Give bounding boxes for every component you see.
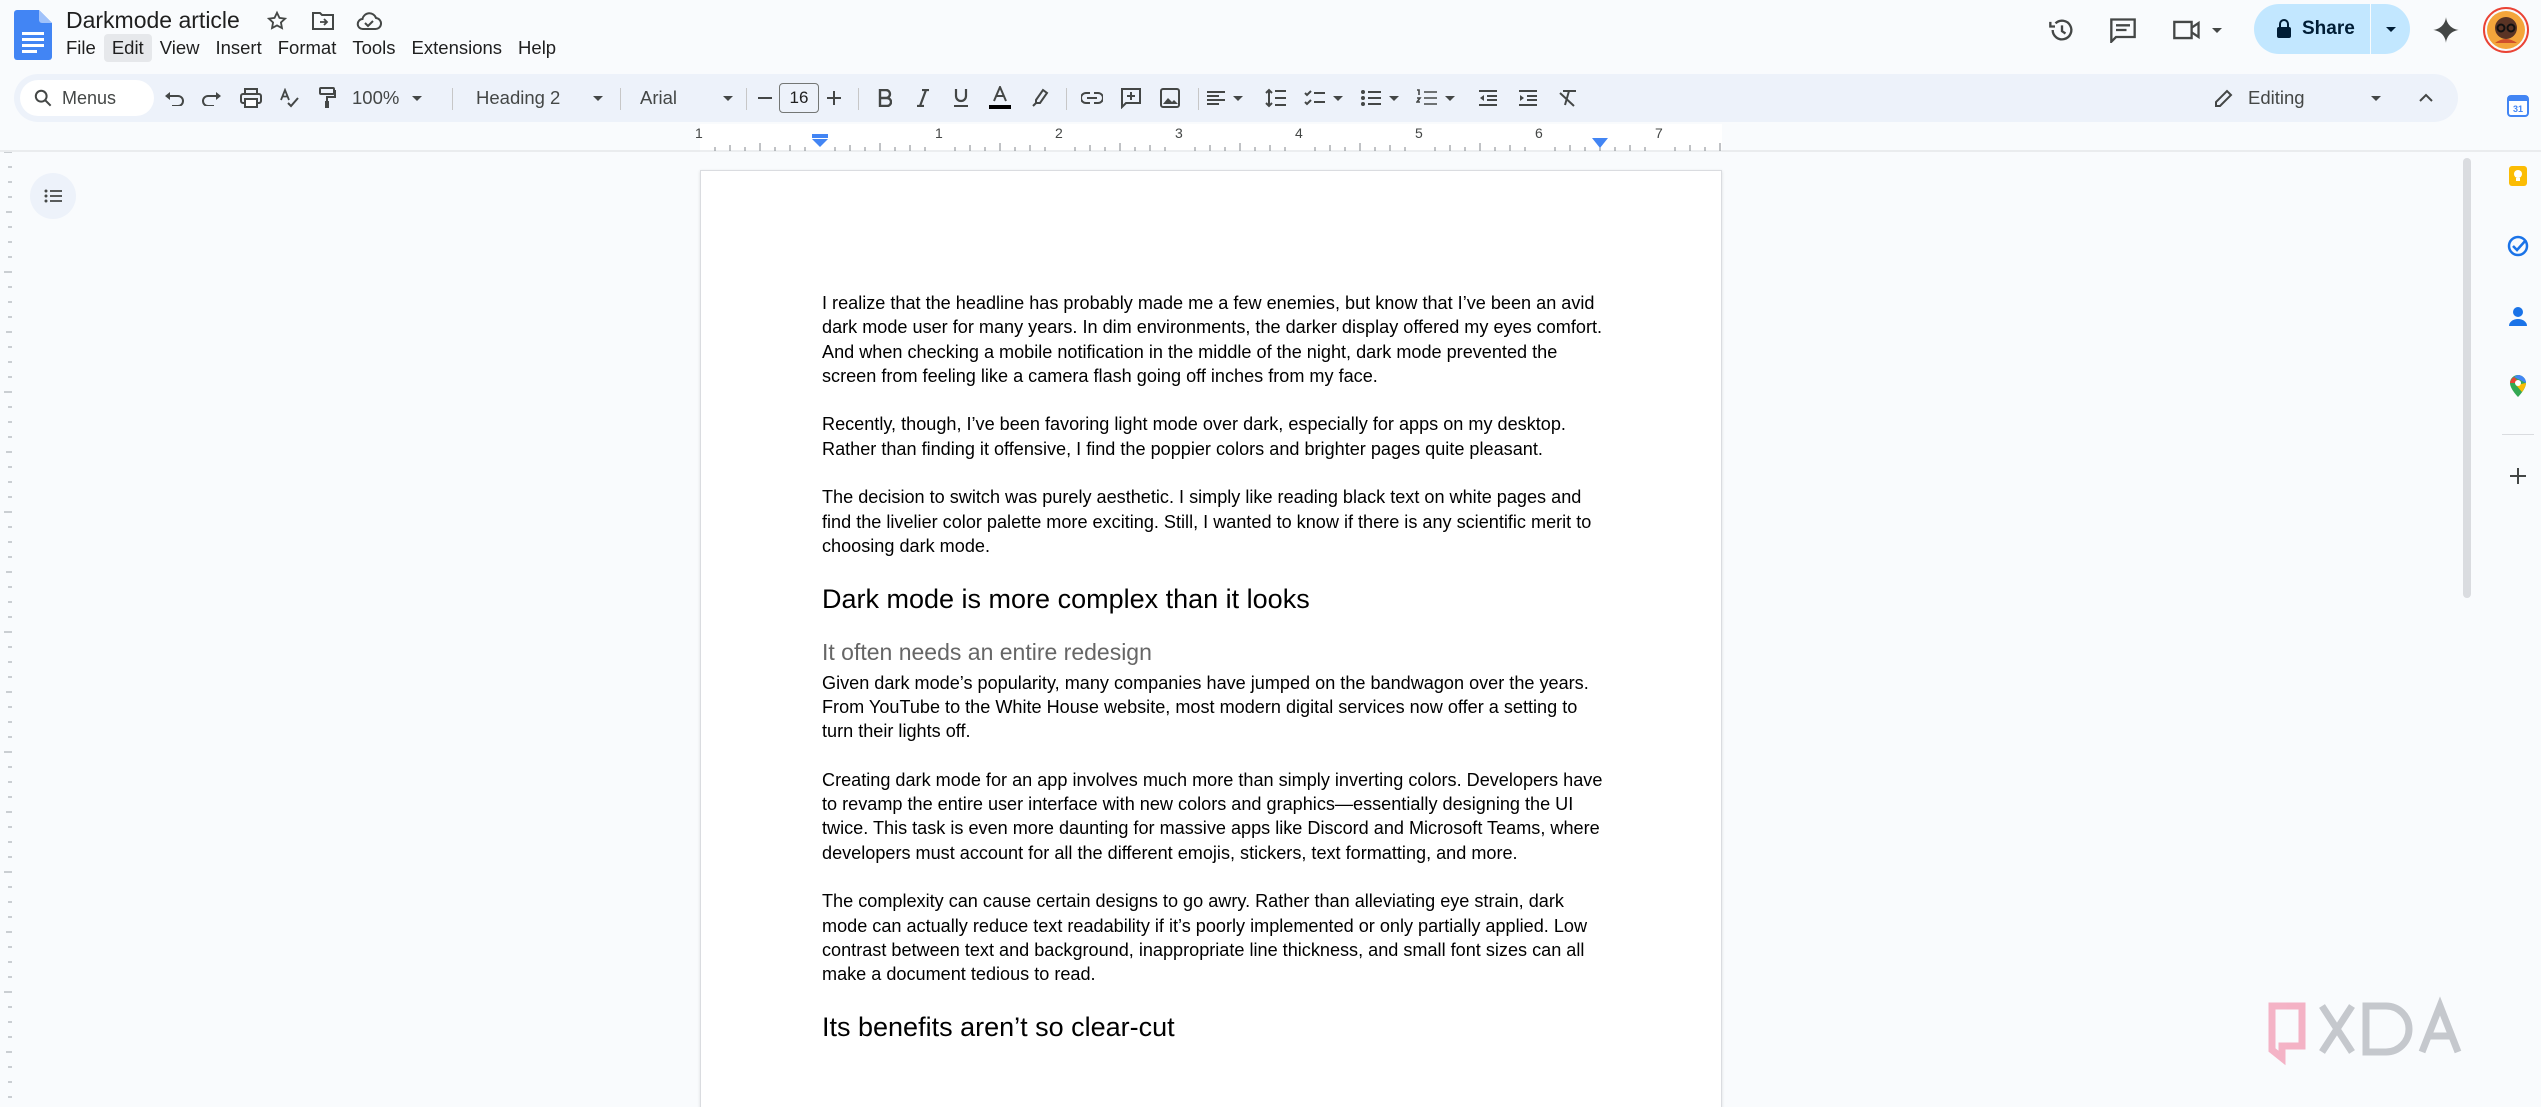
ruler-label: 7 — [1655, 125, 1663, 141]
redo-icon[interactable] — [194, 74, 230, 122]
menu-help[interactable]: Help — [518, 37, 557, 58]
chevron-down-icon — [2384, 24, 2398, 34]
paragraph[interactable]: Given dark mode’s popularity, many companies have jumped on the bandwagon over the years. From YouTube to the White House website, most modern digital services now offer a setting to turn their lights off. — [822, 672, 1589, 742]
share-label: Share — [2302, 18, 2355, 39]
search-placeholder: Menus — [62, 87, 117, 108]
gemini-icon[interactable] — [2426, 10, 2466, 50]
add-comment-icon[interactable] — [1113, 74, 1149, 122]
chevron-down-icon — [722, 94, 734, 102]
ruler-label: 3 — [1175, 125, 1183, 141]
cloud-saved-icon[interactable] — [354, 6, 384, 36]
ruler-label: 6 — [1535, 125, 1543, 141]
paragraph[interactable]: The complexity can cause certain designs to go awry. Rather than alleviating eye strain, dark mode can actually reduce text readability if it’s poorly implemented or only partially applied. Low contrast between text and background, inappropriate line thickness, and small font sizes can all make a document tedious to read. — [822, 891, 1588, 985]
insert-link-icon[interactable] — [1074, 74, 1110, 122]
paragraph[interactable]: Creating dark mode for an app involves much more than simply inverting colors. Developers have to revamp the entire user interface with new colors and graphics—essentially designing the UI twice. This task is even more daunting for massive apps like Discord and Microsoft Teams, where developers must account for all the different emojis, stickers, text formatting, and more. — [822, 769, 1603, 863]
checklist-icon — [1304, 89, 1326, 107]
search-menus-input[interactable] — [20, 80, 154, 116]
ruler-label: 1 — [695, 125, 703, 141]
account-avatar[interactable] — [2482, 6, 2530, 54]
comments-icon[interactable] — [2103, 10, 2143, 50]
numbered-list-select[interactable] — [1416, 74, 1464, 122]
menu-edit[interactable]: Edit — [104, 34, 152, 62]
chevron-down-icon — [2210, 25, 2224, 35]
align-select[interactable] — [1206, 74, 1252, 122]
outline-list-icon — [44, 189, 62, 203]
highlight-color-icon[interactable] — [1022, 74, 1058, 122]
zoom-value: 100% — [352, 87, 400, 108]
chevron-down-icon — [411, 94, 423, 102]
formatting-toolbar — [14, 74, 2458, 122]
docs-logo-icon[interactable] — [14, 10, 52, 60]
decrease-indent-icon[interactable] — [1470, 74, 1506, 122]
move-folder-icon[interactable] — [308, 6, 338, 36]
line-spacing-icon[interactable] — [1258, 74, 1294, 122]
chevron-down-icon — [1232, 94, 1244, 102]
editing-mode-label: Editing — [2248, 87, 2305, 108]
heading-2[interactable]: It often needs an entire redesign — [822, 638, 1152, 665]
title-actions — [262, 6, 384, 36]
font-value: Arial — [640, 87, 678, 108]
increase-indent-icon[interactable] — [1510, 74, 1546, 122]
menu-extensions[interactable]: Extensions — [411, 37, 503, 58]
share-dropdown[interactable] — [2371, 4, 2410, 54]
chevron-down-icon — [592, 94, 604, 102]
style-value: Heading 2 — [476, 87, 561, 108]
insert-image-icon[interactable] — [1152, 74, 1188, 122]
document-outline-button[interactable] — [30, 173, 76, 219]
side-panel — [2494, 70, 2541, 1107]
ruler-label: 5 — [1415, 125, 1423, 141]
vertical-scrollbar[interactable] — [2460, 152, 2474, 592]
calendar-icon[interactable] — [2494, 84, 2541, 128]
chevron-down-icon — [2370, 94, 2382, 102]
text-color-icon[interactable] — [982, 74, 1018, 122]
menu-view[interactable]: View — [159, 37, 200, 58]
paint-format-icon[interactable] — [309, 74, 345, 122]
paragraph[interactable]: The decision to switch was purely aesthetic. I simply like reading black text on white pages and find the livelier color palette more exciting. Still, I wanted to know if there is any scientific merit to choosing dark mode. — [822, 487, 1592, 556]
pencil-icon — [2214, 88, 2234, 108]
font-select[interactable] — [626, 74, 742, 122]
bold-icon[interactable] — [868, 74, 902, 122]
maps-icon[interactable] — [2494, 364, 2541, 408]
document-page[interactable] — [700, 170, 1722, 1107]
paragraph-style-select[interactable] — [464, 74, 614, 122]
share-button[interactable] — [2254, 4, 2410, 54]
menu-format[interactable]: Format — [277, 37, 337, 58]
ruler-label: 1 — [935, 125, 943, 141]
chevron-down-icon — [1332, 94, 1344, 102]
chevron-down-icon — [1388, 94, 1400, 102]
italic-icon[interactable] — [906, 74, 940, 122]
spellcheck-icon[interactable] — [271, 74, 307, 122]
xda-watermark-logo — [2262, 996, 2508, 1072]
horizontal-ruler[interactable] — [0, 124, 2541, 152]
version-history-icon[interactable] — [2042, 10, 2082, 50]
font-size-input[interactable]: 16 — [779, 83, 819, 113]
underline-icon[interactable] — [944, 74, 978, 122]
contacts-icon[interactable] — [2494, 294, 2541, 338]
menu-bar — [58, 34, 564, 62]
bulleted-list-select[interactable] — [1360, 74, 1408, 122]
meet-button[interactable] — [2166, 10, 2230, 50]
star-icon[interactable] — [262, 6, 292, 36]
increase-font-size-icon[interactable] — [820, 74, 848, 122]
keep-icon[interactable] — [2494, 154, 2541, 198]
undo-icon[interactable] — [156, 74, 192, 122]
right-indent-marker-icon[interactable] — [1591, 137, 1609, 149]
decrease-font-size-icon[interactable] — [752, 74, 778, 122]
checklist-select[interactable] — [1304, 74, 1352, 122]
menu-file[interactable]: File — [66, 37, 96, 58]
clear-formatting-icon[interactable] — [1550, 74, 1586, 122]
align-left-icon — [1206, 90, 1226, 106]
ruler-label: 4 — [1295, 125, 1303, 141]
zoom-select[interactable] — [352, 74, 444, 122]
search-icon — [34, 89, 52, 107]
heading-1[interactable]: Dark mode is more complex than it looks — [822, 583, 1310, 614]
numbered-list-icon — [1416, 89, 1438, 107]
bulleted-list-icon — [1360, 89, 1382, 107]
document-title[interactable]: Darkmode article — [66, 7, 240, 33]
lock-icon — [2276, 19, 2292, 39]
print-icon[interactable] — [233, 74, 269, 122]
add-addon-icon[interactable] — [2494, 454, 2541, 498]
editing-mode-select[interactable] — [2214, 74, 2394, 122]
ruler-label: 2 — [1055, 125, 1063, 141]
collapse-menus-icon[interactable] — [2408, 74, 2444, 122]
chevron-down-icon — [1444, 94, 1456, 102]
document-body[interactable] — [822, 291, 1612, 1065]
menu-insert[interactable]: Insert — [215, 37, 262, 58]
menu-tools[interactable]: Tools — [352, 37, 396, 58]
paragraph[interactable]: I realize that the headline has probably made me a few enemies, but know that I’ve been an avid dark mode user for many years. In dim environments, the darker display offered my eyes comfort. And when checking a mobile notification in the middle of the night, dark mode prevented the screen from feeling like a camera flash going off inches from my face. — [822, 293, 1603, 386]
left-indent-marker-icon[interactable] — [811, 134, 829, 148]
tasks-icon[interactable] — [2494, 224, 2541, 268]
heading-1[interactable]: Its benefits aren’t so clear-cut — [822, 1011, 1175, 1042]
svg-text:31: 31 — [2512, 104, 2523, 114]
paragraph[interactable]: Recently, though, I’ve been favoring light mode over dark, especially for apps on my desktop. Rather than finding it offensive, I find the poppier colors and brighter pages quite pleasant. — [822, 414, 1566, 459]
vertical-ruler[interactable] — [0, 152, 12, 1107]
